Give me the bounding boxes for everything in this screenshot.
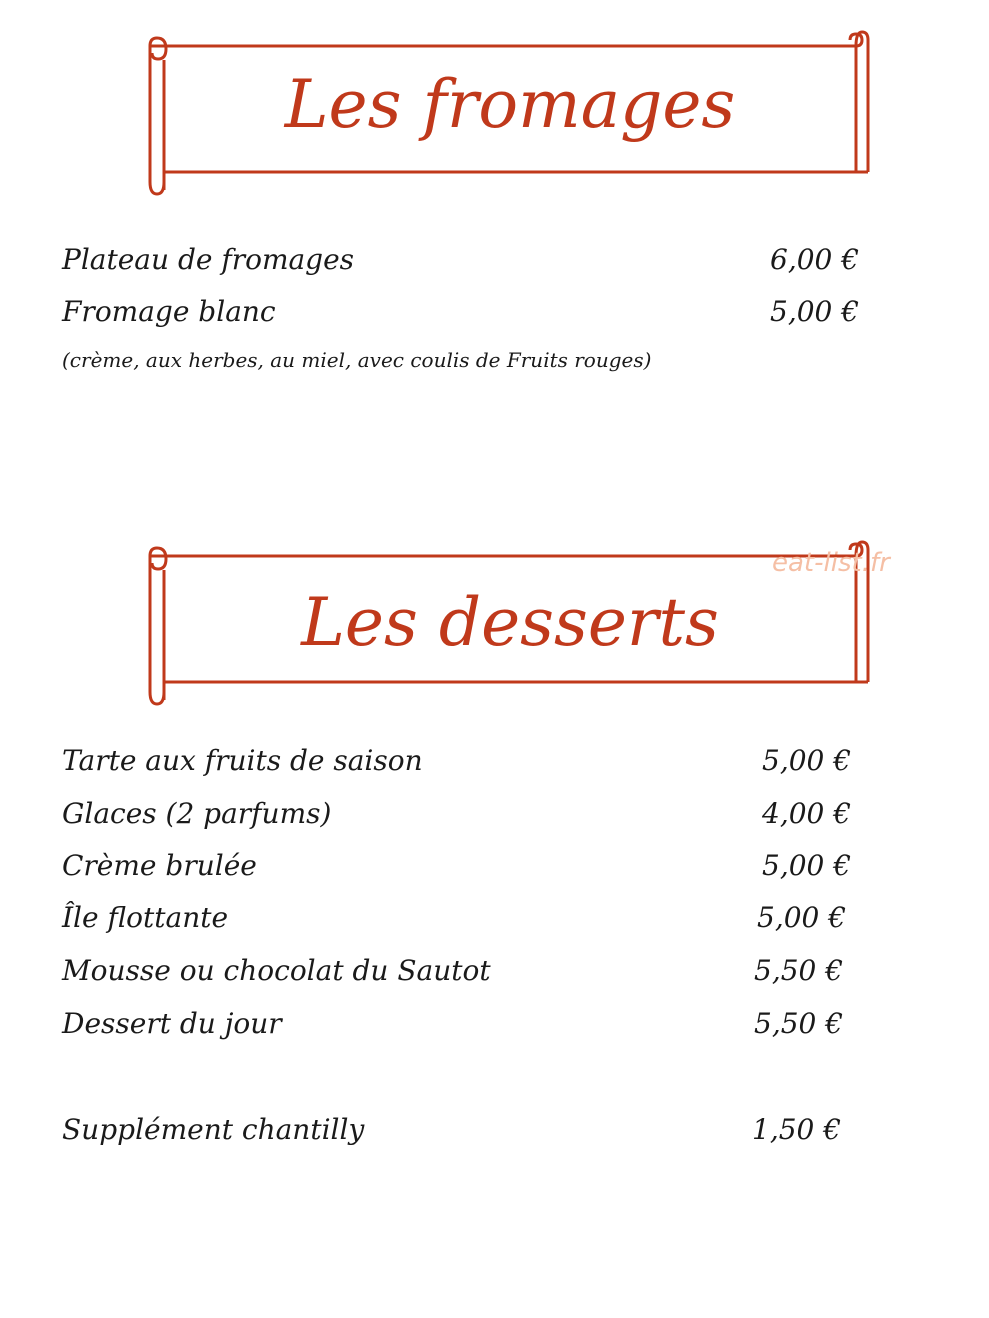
menu-item-name: Fromage blanc bbox=[62, 295, 276, 328]
menu-item-name: Mousse ou chocolat du Sautot bbox=[62, 954, 491, 987]
menu-item-price: 5,00 € bbox=[770, 295, 860, 328]
menu-item-price: 5,50 € bbox=[754, 954, 844, 987]
menu-item-price: 5,00 € bbox=[762, 849, 852, 882]
menu-item-name: Glaces (2 parfums) bbox=[62, 797, 332, 830]
supplement-name: Supplément chantilly bbox=[62, 1113, 365, 1146]
desserts-title: Les desserts bbox=[301, 584, 719, 661]
menu-item-price: 6,00 € bbox=[770, 243, 860, 276]
menu-item-name: Crème brulée bbox=[62, 849, 257, 882]
menu-item-name: Plateau de fromages bbox=[62, 243, 355, 276]
menu-item-price: 5,00 € bbox=[762, 744, 852, 777]
menu-item-name: Tarte aux fruits de saison bbox=[62, 744, 423, 777]
fromages-banner bbox=[0, 22, 989, 197]
fromages-title: Les fromages bbox=[284, 66, 736, 143]
menu-item-price: 5,00 € bbox=[757, 901, 847, 934]
menu-item-price: 5,50 € bbox=[754, 1007, 844, 1040]
supplement-price: 1,50 € bbox=[752, 1113, 842, 1146]
fromage-blanc-note: (crème, aux herbes, au miel, avec coulis de Fruits rouges) bbox=[62, 348, 652, 372]
menu-item-price: 4,00 € bbox=[762, 797, 852, 830]
watermark: eat-list.fr bbox=[772, 548, 890, 578]
menu-item-name: Dessert du jour bbox=[62, 1007, 282, 1040]
menu-item-name: Île flottante bbox=[62, 901, 229, 934]
